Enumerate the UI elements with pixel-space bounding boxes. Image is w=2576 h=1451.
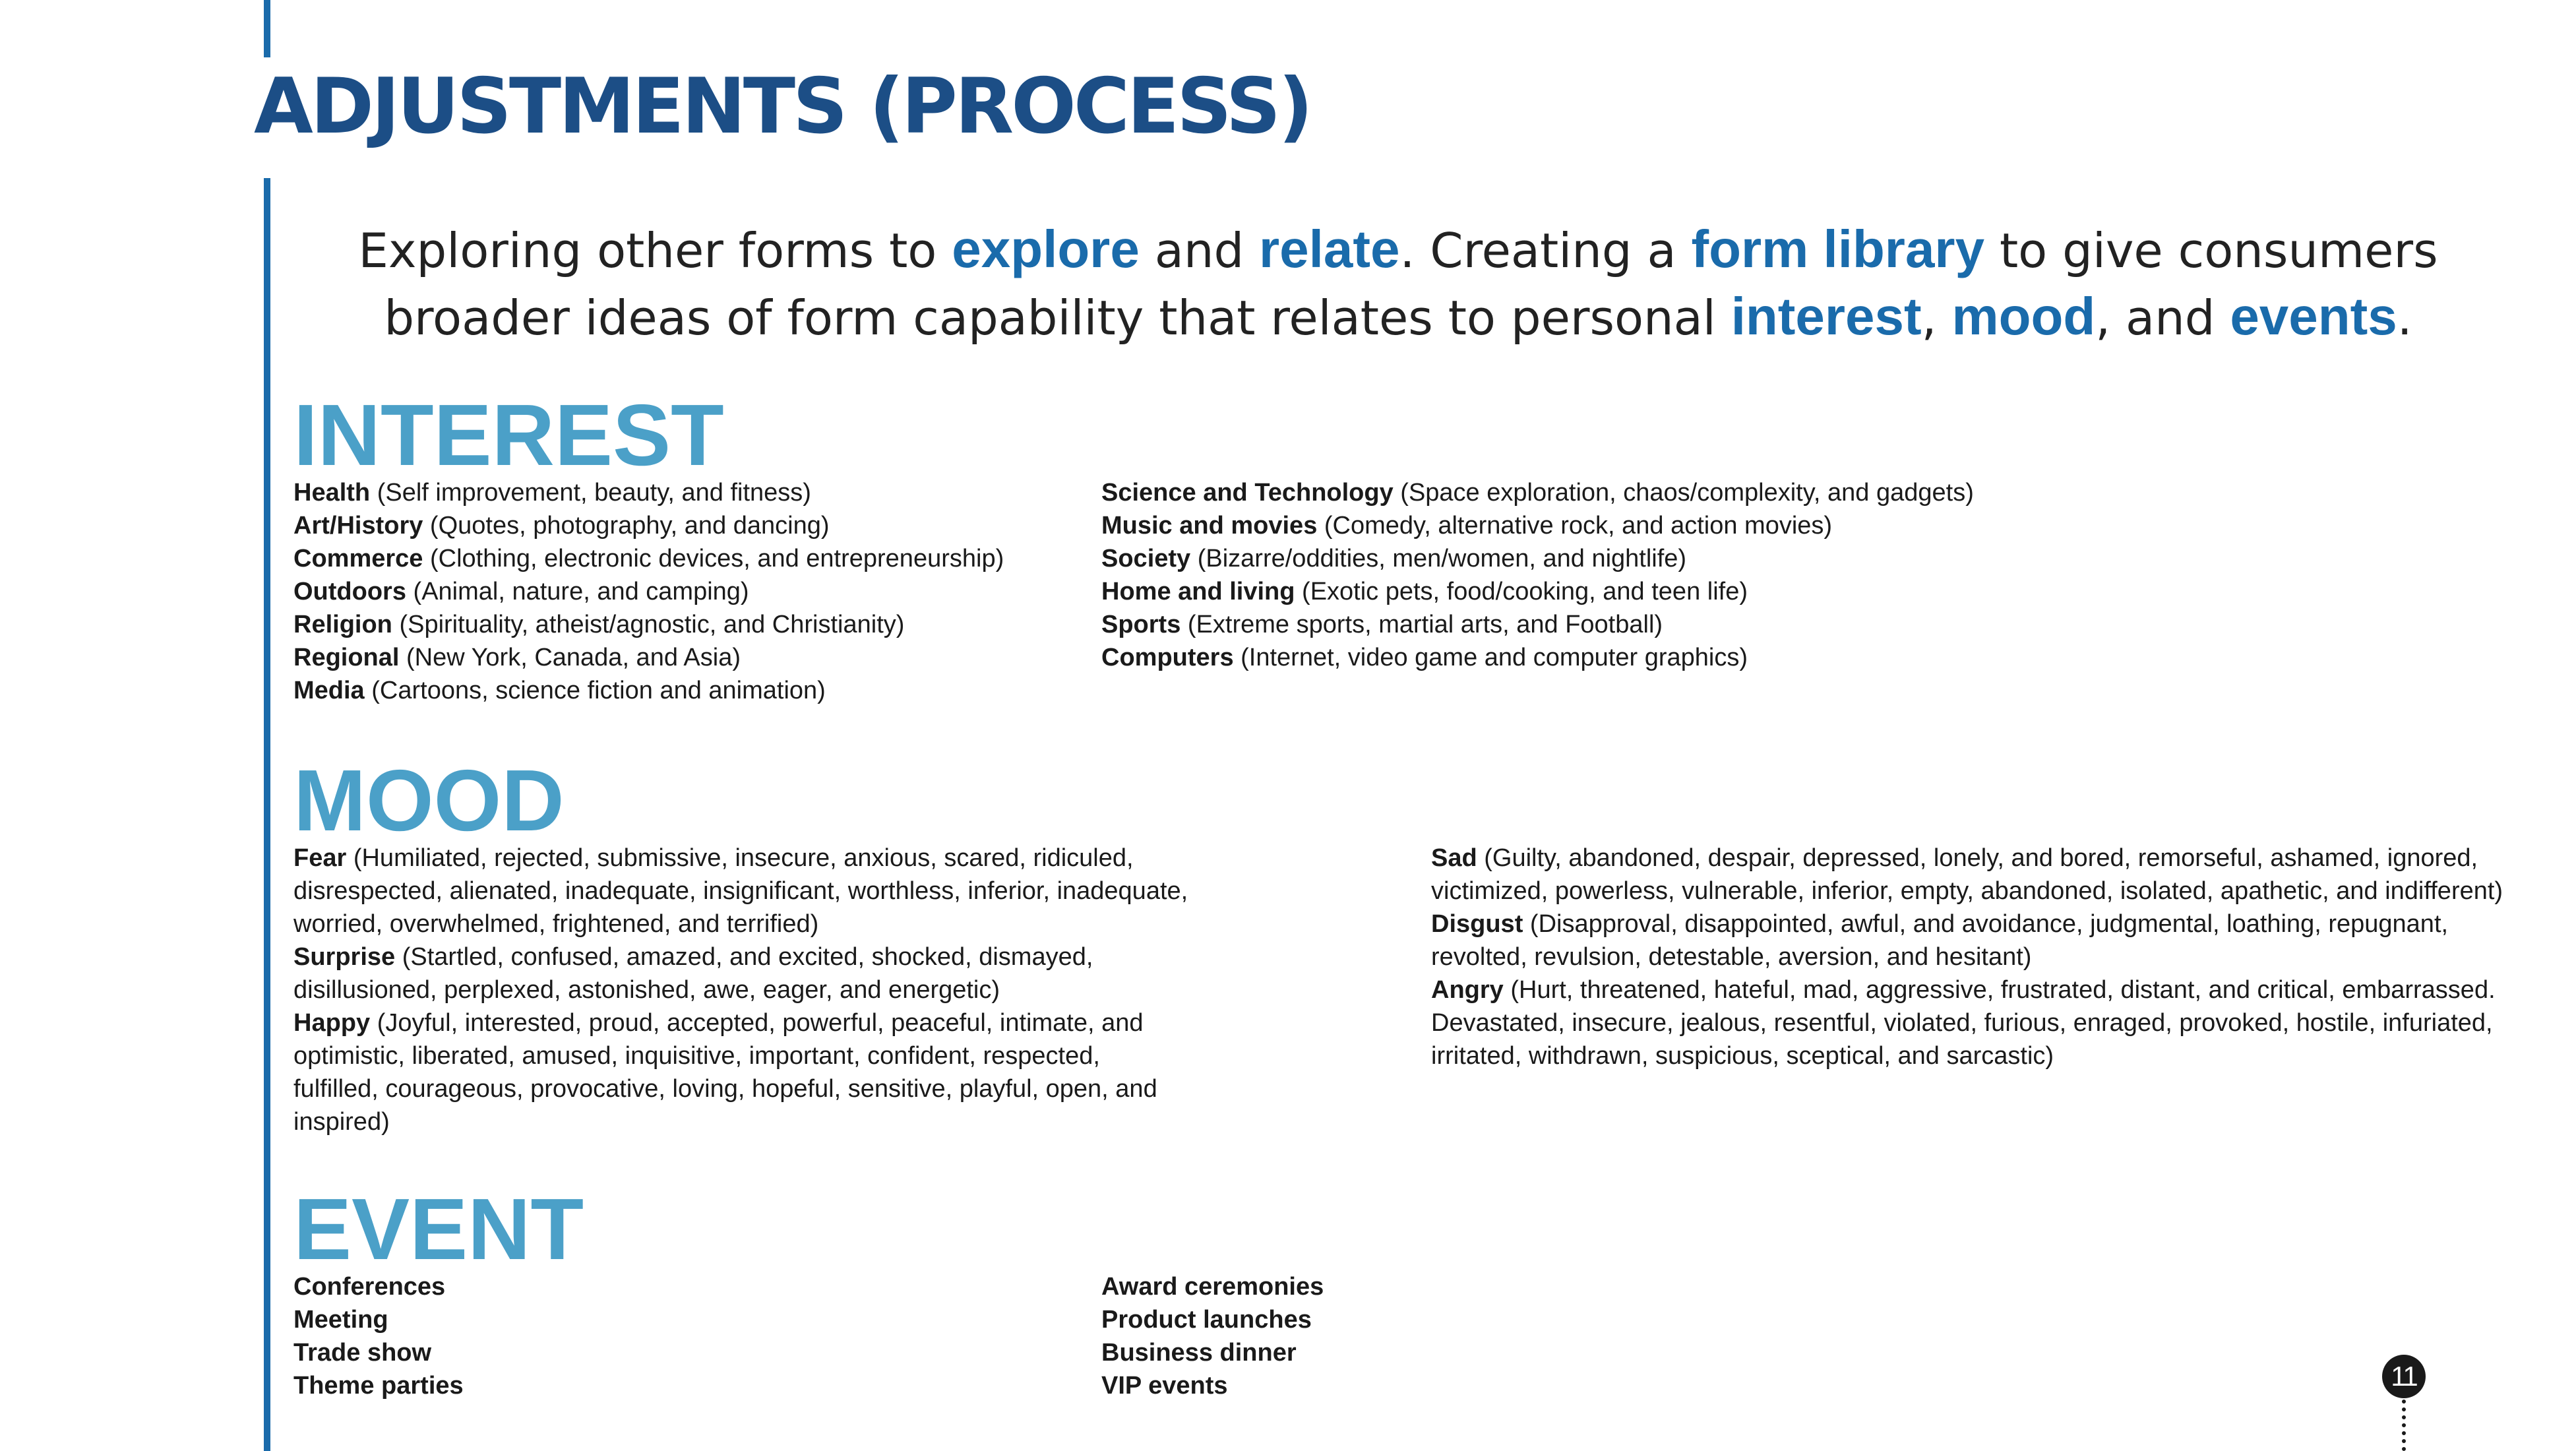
interest-term: Science and Technology: [1101, 479, 1394, 507]
mood-term: Disgust: [1431, 910, 1523, 938]
interest-desc: (Self improvement, beauty, and fitness): [370, 479, 811, 507]
interest-term: Outdoors: [293, 578, 406, 605]
interest-item: [1101, 542, 1974, 575]
interest-list-left: [293, 476, 1004, 707]
mood-item: [293, 941, 1190, 1006]
interest-item: [293, 641, 1004, 674]
intro-highlight: relate: [1259, 220, 1400, 278]
event-item: Product launches: [1101, 1306, 1312, 1334]
interest-desc: (Exotic pets, food/cooking, and teen life): [1295, 578, 1748, 605]
interest-desc: (Space exploration, chaos/complexity, and gadgets): [1393, 479, 1974, 507]
interest-term: Commerce: [293, 545, 423, 572]
interest-term: Regional: [293, 644, 400, 671]
event-item: Meeting: [293, 1306, 388, 1334]
mood-desc: (Startled, confused, amazed, and excited, shocked, dismayed, disillusioned, perplexed, astonished, awe, eager, and energetic): [293, 943, 1093, 1004]
event-list-right: [1101, 1270, 1324, 1402]
mood-term: Surprise: [293, 943, 396, 971]
mood-item: [293, 1006, 1190, 1138]
mood-item: [1431, 973, 2509, 1072]
interest-item: [293, 575, 1004, 608]
interest-item: [293, 542, 1004, 575]
event-item: VIP events: [1101, 1372, 1228, 1400]
mood-desc: (Hurt, threatened, hateful, mad, aggressive, frustrated, distant, and critical, embarrassed. Devastated, insecure, jealous, resentful, violated, furious, enraged, provoked, hostile, infuriated, irritated, withdrawn, suspicious, sceptical, and sarcastic): [1431, 976, 2496, 1070]
interest-term: Religion: [293, 611, 392, 638]
mood-list-right: [1431, 842, 2509, 1072]
mood-item: [293, 842, 1190, 941]
interest-item: [293, 674, 1004, 707]
interest-desc: (Clothing, electronic devices, and entrepreneurship): [423, 545, 1004, 572]
interest-term: Art/History: [293, 512, 423, 540]
interest-term: Health: [293, 479, 371, 507]
event-list-left: [293, 1270, 464, 1402]
interest-item: [1101, 575, 1974, 608]
intro-highlight: mood: [1951, 287, 2096, 346]
interest-desc: (Bizarre/oddities, men/women, and nightlife): [1190, 545, 1687, 572]
mood-list-left: [293, 842, 1190, 1138]
interest-item: [293, 476, 1004, 509]
intro-highlight: explore: [952, 220, 1140, 278]
interest-desc: (Quotes, photography, and dancing): [423, 512, 830, 540]
mood-item: [1431, 908, 2509, 973]
interest-item: [1101, 641, 1974, 674]
intro-text: , and: [2095, 290, 2230, 346]
interest-heading: INTEREST: [293, 386, 724, 483]
accent-bar-top: [264, 0, 270, 57]
event-item: Trade show: [293, 1339, 432, 1367]
mood-desc: (Humiliated, rejected, submissive, insecure, anxious, scared, ridiculed, disrespected, alienated, inadequate, insignificant, worthless, inferior, inadequate, worried, overwhelmed, frightened, and terrified): [293, 844, 1188, 938]
mood-desc: (Guilty, abandoned, despair, depressed, lonely, and bored, remorseful, ashamed, ignored, victimized, powerless, vulnerable, inferior, empty, abandoned, isolated, apathetic, and indifferent): [1431, 844, 2503, 905]
interest-item: [1101, 476, 1974, 509]
mood-term: Angry: [1431, 976, 1504, 1004]
mood-term: Sad: [1431, 844, 1477, 872]
intro-text: .: [2397, 290, 2412, 346]
interest-term: Computers: [1101, 644, 1234, 671]
interest-term: Home and living: [1101, 578, 1295, 605]
page-number-dotted-line: [2402, 1400, 2406, 1451]
interest-list-right: [1101, 476, 1974, 674]
mood-term: Fear: [293, 844, 347, 872]
interest-term: Sports: [1101, 611, 1181, 638]
interest-desc: (Spirituality, atheist/agnostic, and Christianity): [392, 611, 905, 638]
intro-text: . Creating a: [1399, 223, 1692, 278]
event-item: Business dinner: [1101, 1339, 1297, 1367]
intro-highlight: form library: [1691, 220, 1985, 278]
interest-desc: (Comedy, alternative rock, and action movies): [1317, 512, 1833, 540]
interest-item: [1101, 509, 1974, 542]
event-item: Award ceremonies: [1101, 1273, 1324, 1301]
mood-desc: (Disapproval, disappointed, awful, and avoidance, judgmental, loathing, repugnant, revolted, revulsion, detestable, aversion, and hesitant): [1431, 910, 2449, 971]
interest-item: [293, 608, 1004, 641]
interest-desc: (Cartoons, science fiction and animation): [364, 677, 826, 704]
interest-desc: (Animal, nature, and camping): [406, 578, 749, 605]
intro-text: ,: [1921, 290, 1952, 346]
interest-desc: (Internet, video game and computer graphics): [1233, 644, 1748, 671]
event-item: Conferences: [293, 1273, 446, 1301]
mood-heading: MOOD: [293, 752, 565, 849]
interest-term: Music and movies: [1101, 512, 1318, 540]
interest-item: [1101, 608, 1974, 641]
mood-desc: (Joyful, interested, proud, accepted, powerful, peaceful, intimate, and optimistic, liberated, amused, inquisitive, important, confident, respected, fulfilled, courageous, provocative, loving, hopeful, sensitive, playful, open, and inspired): [293, 1009, 1157, 1136]
interest-term: Media: [293, 677, 365, 704]
event-heading: EVENT: [293, 1181, 584, 1278]
interest-desc: (New York, Canada, and Asia): [399, 644, 741, 671]
mood-item: [1431, 842, 2509, 908]
intro-highlight: events: [2230, 287, 2397, 346]
intro-text: to give consumers broader ideas of form capability that relates to personal: [384, 223, 2438, 346]
intro-paragraph: [297, 216, 2499, 351]
accent-bar-left: [264, 178, 270, 1451]
page-number-badge: 11: [2382, 1355, 2426, 1398]
page-title: ADJUSTMENTS (PROCESS): [254, 62, 1311, 151]
mood-term: Happy: [293, 1009, 371, 1037]
interest-item: [293, 509, 1004, 542]
interest-term: Society: [1101, 545, 1191, 572]
intro-text: Exploring other forms to: [358, 223, 952, 278]
intro-text: and: [1139, 223, 1260, 278]
interest-desc: (Extreme sports, martial arts, and Football): [1181, 611, 1663, 638]
intro-highlight: interest: [1731, 287, 1922, 346]
event-item: Theme parties: [293, 1372, 464, 1400]
